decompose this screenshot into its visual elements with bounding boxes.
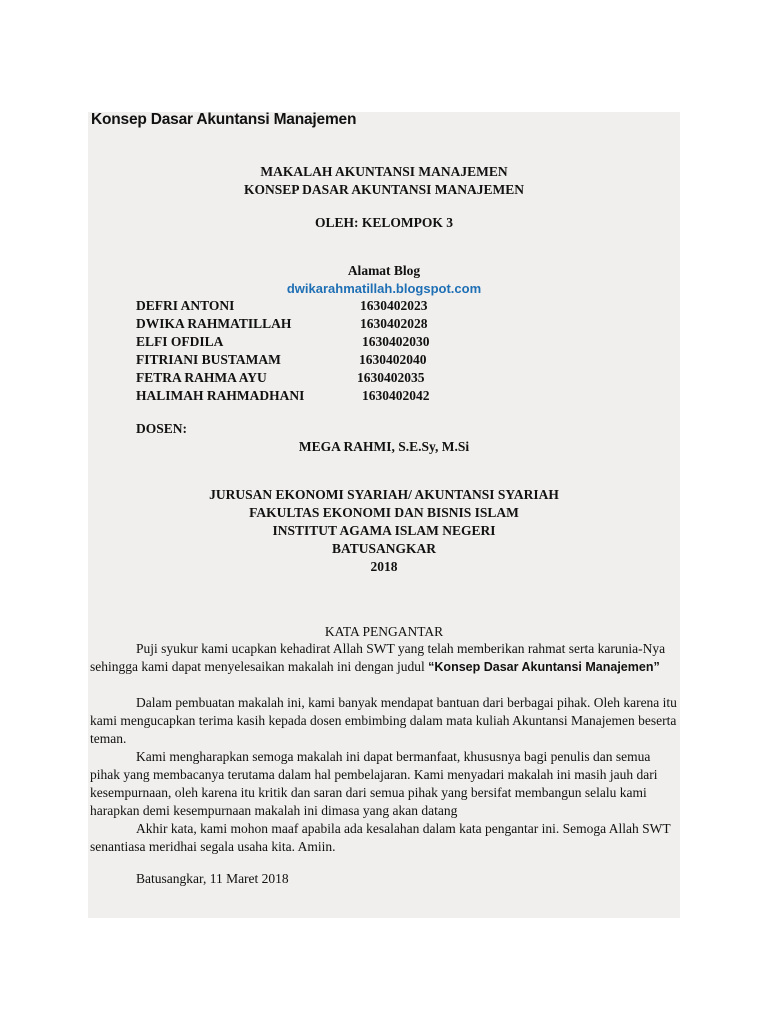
paper-title-quote: “Konsep Dasar Akuntansi Manajemen” xyxy=(428,660,660,674)
paragraph-1 xyxy=(90,640,680,676)
member-row xyxy=(136,298,536,316)
cover-title-line1: MAKALAH AKUNTANSI MANAJEMEN xyxy=(260,164,508,179)
member-row xyxy=(136,316,536,334)
member-name: DEFRI ANTONI xyxy=(136,298,235,313)
member-nim: 1630402035 xyxy=(357,370,425,385)
member-nim: 1630402030 xyxy=(362,334,430,349)
blog-link[interactable]: dwikarahmatillah.blogspot.com xyxy=(286,281,482,296)
institution-line3: INSTITUT AGAMA ISLAM NEGERI xyxy=(272,523,496,538)
paragraph-4-text: Akhir kata, kami mohon maaf apabila ada kesalahan dalam kata pengantar ini. Semoga Allah SWT senantiasa meridhai segala usaha kita. Amiin. xyxy=(90,821,671,854)
blog-label: Alamat Blog xyxy=(347,263,421,278)
member-row xyxy=(136,334,536,352)
cover-year: 2018 xyxy=(370,559,398,574)
institution-line1: JURUSAN EKONOMI SYARIAH/ AKUNTANSI SYARIAH xyxy=(209,487,559,502)
dosen-label: DOSEN: xyxy=(136,421,188,436)
paragraph-2 xyxy=(90,694,680,748)
member-row xyxy=(136,370,536,388)
date-line: Batusangkar, 11 Maret 2018 xyxy=(136,871,289,886)
dosen-name: MEGA RAHMI, S.E.Sy, M.Si xyxy=(298,439,470,454)
paragraph-3 xyxy=(90,748,680,820)
member-nim: 1630402028 xyxy=(360,316,428,331)
member-row xyxy=(136,352,536,370)
member-name: HALIMAH RAHMADHANI xyxy=(136,388,305,403)
institution-city: BATUSANGKAR xyxy=(331,541,436,556)
page-title: Konsep Dasar Akuntansi Manajemen xyxy=(91,111,357,128)
member-name: DWIKA RAHMATILLAH xyxy=(136,316,292,331)
member-name: FITRIANI BUSTAMAM xyxy=(136,352,281,367)
member-nim: 1630402040 xyxy=(359,352,427,367)
paragraph-2-text: Dalam pembuatan makalah ini, kami banyak mendapat bantuan dari berbagai pihak. Oleh karena itu kami mengucapkan terima kasih kepada dosen embimbing dalam mata kuliah Akuntansi Manajemen beserta teman. xyxy=(90,695,677,746)
paragraph-4 xyxy=(90,820,680,856)
paragraph-1-text: Puji syukur kami ucapkan kehadirat Allah SWT yang telah memberikan rahmat serta karunia-Nya sehingga kami dapat menyelesaikan makalah ini dengan judul xyxy=(90,641,666,674)
blog-link-row xyxy=(88,281,680,297)
member-nim: 1630402023 xyxy=(360,298,428,313)
group-label: OLEH: KELOMPOK 3 xyxy=(314,215,453,230)
member-name: ELFI OFDILA xyxy=(136,334,224,349)
member-name: FETRA RAHMA AYU xyxy=(136,370,267,385)
section-heading: KATA PENGANTAR xyxy=(324,624,444,639)
member-row xyxy=(136,388,536,406)
member-nim: 1630402042 xyxy=(362,388,430,403)
paragraph-3-text: Kami mengharapkan semoga makalah ini dapat bermanfaat, khususnya bagi penulis dan semua pihak yang membacanya terutama dalam hal pembelajaran. Kami menyadari makalah ini masih jauh dari kesempurnaan, oleh karena itu kritik dan saran dari semua pihak yang bersifat membangun selalu kami harapkan demi kesempurnaan makalah ini dimasa yang akan datang xyxy=(90,749,658,818)
cover-title-line2: KONSEP DASAR AKUNTANSI MANAJEMEN xyxy=(244,182,524,197)
institution-line2: FAKULTAS EKONOMI DAN BISNIS ISLAM xyxy=(249,505,519,520)
